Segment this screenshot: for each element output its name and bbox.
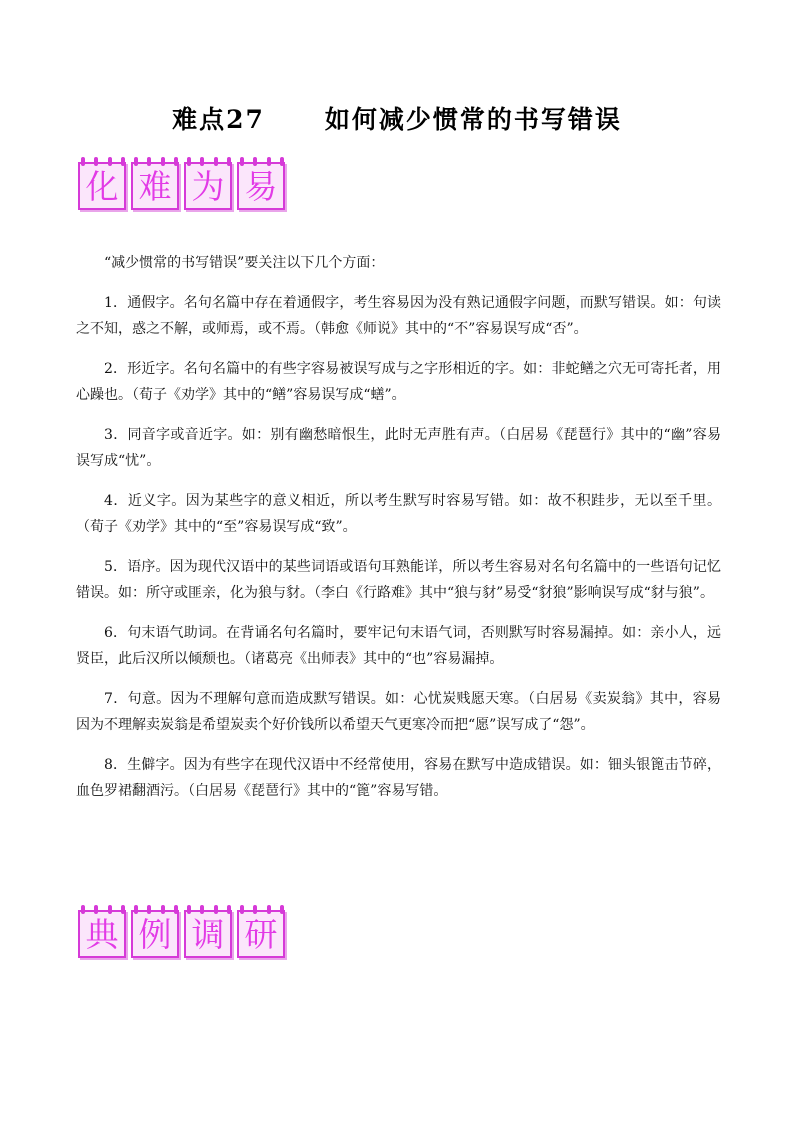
banner-char: 难 <box>138 166 172 206</box>
title-left: 难点27 <box>172 105 265 134</box>
article-body <box>76 250 721 818</box>
banner-tile <box>237 157 288 212</box>
banner-char: 例 <box>138 914 172 954</box>
banner-char: 典 <box>85 914 119 954</box>
point-paragraph: 1．通假字。名句名篇中存在着通假字，考生容易因为没有熟记通假字问题，而默写错误。如：句读之不知，惑之不解，或师焉，或不焉。（韩愈《师说》其中的“不”容易误写成“否”。 <box>76 294 721 337</box>
banner-char: 为 <box>191 166 225 206</box>
section-banner-huanan <box>78 157 290 212</box>
banner-tile <box>78 157 129 212</box>
point-paragraph: 8．生僻字。因为有些字在现代汉语中不经常使用，容易在默写中造成错误。如：钿头银篦击节碎，血色罗裙翻酒污。（白居易《琵琶行》其中的“篦”容易写错。 <box>76 756 721 799</box>
point-paragraph: 4．近义字。因为某些字的意义相近，所以考生默写时容易写错。如：故不积跬步，无以至千里。（荀子《劝学》其中的“至”容易误写成“致”。 <box>76 492 721 535</box>
banner-char: 研 <box>244 914 278 954</box>
page-title <box>0 100 794 136</box>
banner-tile <box>131 157 182 212</box>
banner-tile <box>78 905 129 960</box>
title-right: 如何减少惯常的书写错误 <box>324 105 622 134</box>
point-paragraph: 3．同音字或音近字。如：别有幽愁暗恨生，此时无声胜有声。（白居易《琵琶行》其中的“幽”容易误写成“忧”。 <box>76 426 721 469</box>
banner-char: 化 <box>85 166 119 206</box>
banner-tile <box>184 157 235 212</box>
point-paragraph: 5．语序。因为现代汉语中的某些词语或语句耳熟能详，所以考生容易对名句名篇中的一些语句记忆错误。如：所守或匪亲，化为狼与豺。（李白《行路难》其中“狼与豺”易受“豺狼”影响误写成“豺与狼”。 <box>76 558 721 601</box>
banner-tile <box>184 905 235 960</box>
point-paragraph: 7．句意。因为不理解句意而造成默写错误。如：心忧炭贱愿天寒。（白居易《卖炭翁》其中，容易因为不理解卖炭翁是希望炭卖个好价钱所以希望天气更寒冷而把“愿”误写成了“怨”。 <box>76 690 721 733</box>
section-banner-dianli <box>78 905 290 960</box>
banner-char: 易 <box>244 166 278 206</box>
point-paragraph: 6．句末语气助词。在背诵名句名篇时，要牢记句末语气词，否则默写时容易漏掉。如：亲小人，远贤臣，此后汉所以倾颓也。（诸葛亮《出师表》其中的“也”容易漏掉。 <box>76 624 721 667</box>
banner-char: 调 <box>191 914 225 954</box>
banner-tile <box>237 905 288 960</box>
banner-tile <box>131 905 182 960</box>
point-paragraph: 2．形近字。名句名篇中的有些字容易被误写成与之字形相近的字。如：非蛇鳝之穴无可寄托者，用心躁也。（荀子《劝学》其中的“鳝”容易误写成“蟮”。 <box>76 360 721 403</box>
intro-paragraph: “减少惯常的书写错误”要关注以下几个方面： <box>104 255 385 271</box>
